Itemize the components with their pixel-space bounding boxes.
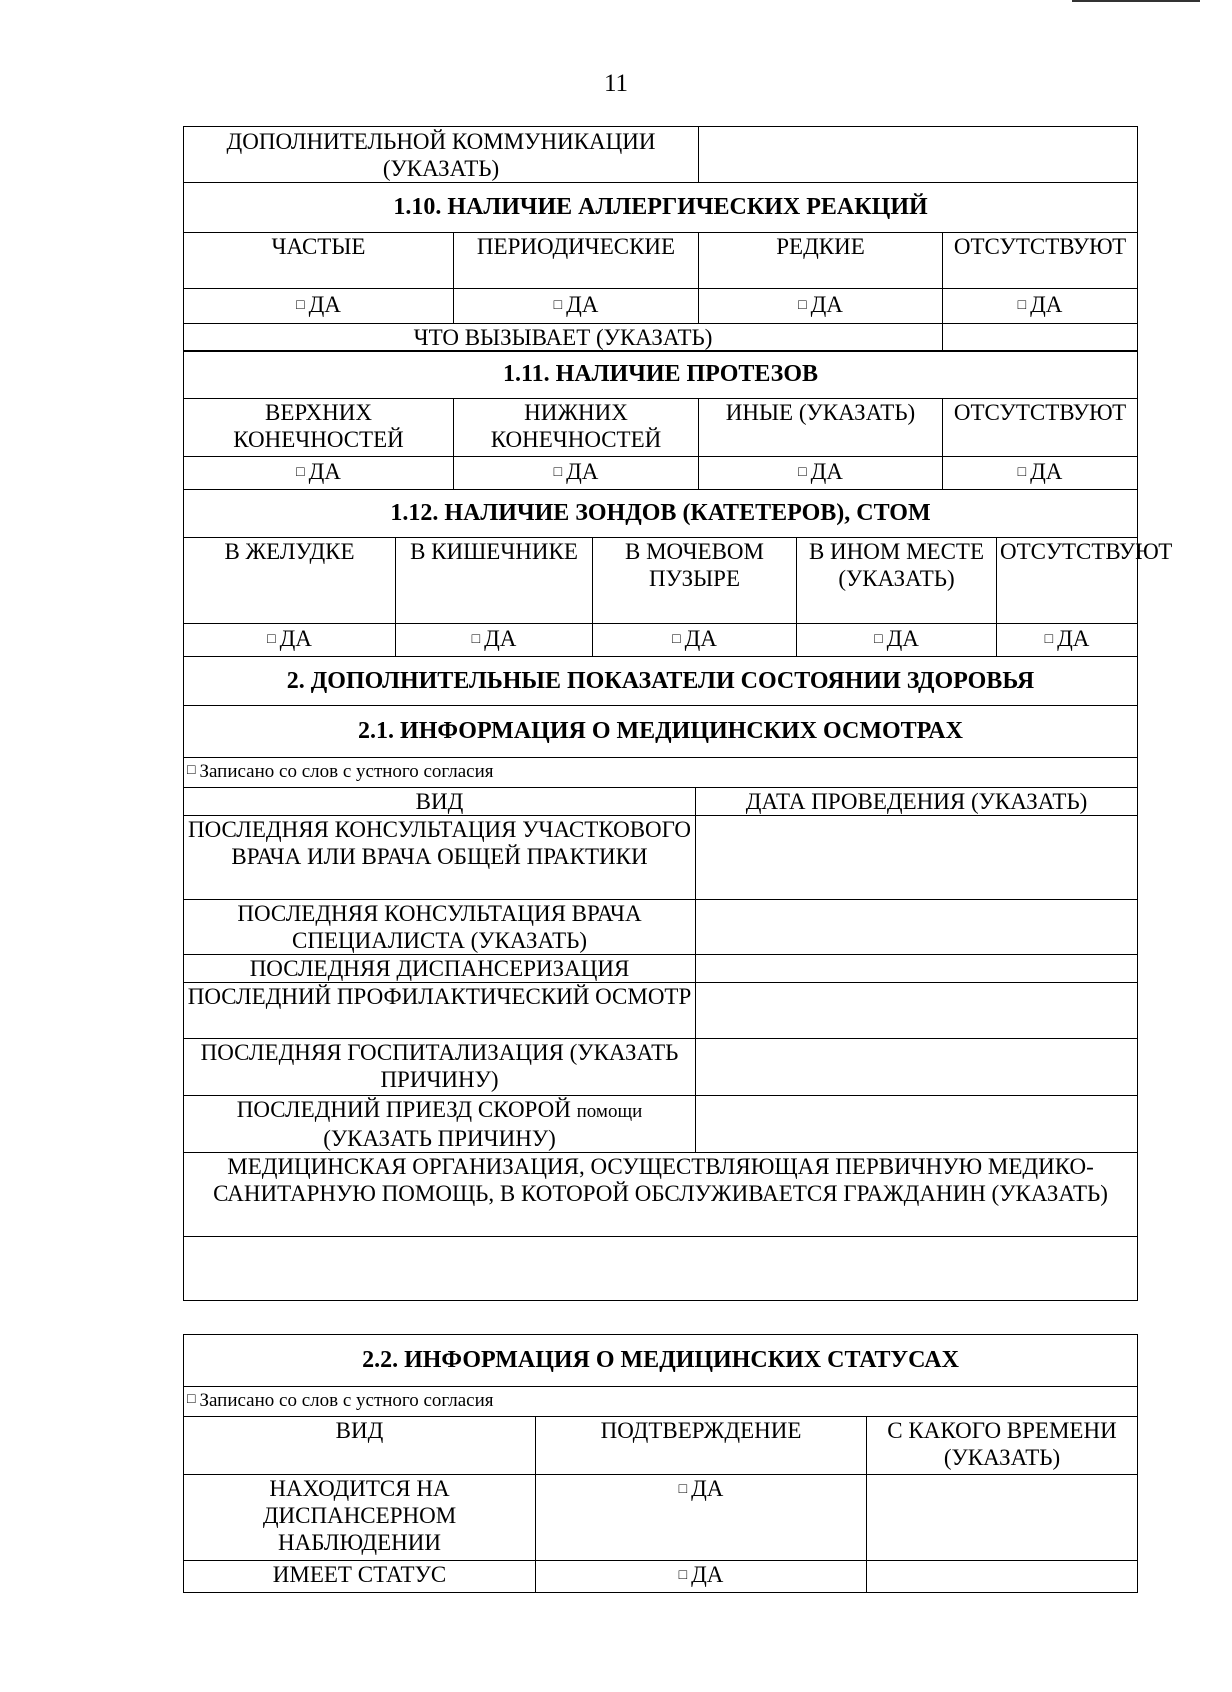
- checkbox-icon: □: [1044, 631, 1054, 647]
- probe-col-bladder: В МОЧЕВОМ ПУЗЫРЕ: [593, 538, 797, 624]
- probe-col-absent: ОТСУТСТВУЮТ: [997, 538, 1138, 624]
- checkbox-icon: □: [553, 297, 563, 313]
- checkbox-icon: □: [672, 631, 681, 647]
- checkbox-icon: □: [553, 464, 563, 480]
- prosthesis-title: 1.11. НАЛИЧИЕ ПРОТЕЗОВ: [184, 351, 1138, 399]
- allergy-yes-periodic[interactable]: □ ДА: [454, 289, 699, 324]
- allergy-yes-rare[interactable]: □ ДА: [699, 289, 943, 324]
- exam-row-dispensary: ПОСЛЕДНЯЯ ДИСПАНСЕРИЗАЦИЯ: [184, 955, 696, 983]
- exam-date-value[interactable]: [696, 1039, 1138, 1096]
- status-col-type: ВИД: [184, 1417, 536, 1475]
- allergy-table: [183, 126, 1138, 352]
- status-row-dispensary: НАХОДИТСЯ НА ДИСПАНСЕРНОМ НАБЛЮДЕНИИ: [184, 1475, 536, 1561]
- probe-yes-bladder[interactable]: □ ДА: [593, 624, 797, 657]
- exam-consent[interactable]: □ Записано со слов с устного согласия: [184, 758, 1138, 788]
- status-since-value[interactable]: [867, 1475, 1138, 1561]
- allergy-col-frequent: ЧАСТЫЕ: [184, 233, 454, 289]
- probe-yes-intestine[interactable]: □ ДА: [396, 624, 593, 657]
- communication-label: ДОПОЛНИТЕЛЬНОЙ КОММУНИКАЦИИ (УКАЗАТЬ): [184, 127, 699, 183]
- status-table: [183, 1334, 1138, 1593]
- exam-title: 2.1. ИНФОРМАЦИЯ О МЕДИЦИНСКИХ ОСМОТРАХ: [184, 706, 1138, 758]
- exam-date-value[interactable]: [696, 900, 1138, 955]
- checkbox-icon: □: [296, 297, 305, 313]
- checkbox-icon: □: [1017, 297, 1027, 313]
- health-title: 2. ДОПОЛНИТЕЛЬНЫЕ ПОКАЗАТЕЛИ СОСТОЯНИИ ЗДОРОВЬЯ: [184, 657, 1138, 706]
- allergy-cause-label: ЧТО ВЫЗЫВАЕТ (УКАЗАТЬ): [184, 324, 943, 352]
- prosthesis-col-lower: НИЖНИХ КОНЕЧНОСТЕЙ: [454, 399, 699, 457]
- status-col-confirm: ПОДТВЕРЖДЕНИЕ: [536, 1417, 867, 1475]
- status-consent[interactable]: □ Записано со слов с устного согласия: [184, 1387, 1138, 1417]
- exam-date-value[interactable]: [696, 816, 1138, 900]
- status-row-has-status: ИМЕЕТ СТАТУС: [184, 1561, 536, 1593]
- probe-title: 1.12. НАЛИЧИЕ ЗОНДОВ (КАТЕТЕРОВ), СТОМ: [184, 490, 1138, 538]
- status-col-since: С КАКОГО ВРЕМЕНИ (УКАЗАТЬ): [867, 1417, 1138, 1475]
- exam-date-value[interactable]: [696, 1096, 1138, 1153]
- probe-table: [183, 489, 1173, 657]
- exam-date-value[interactable]: [696, 955, 1138, 983]
- checkbox-icon: □: [798, 464, 807, 480]
- checkbox-icon: □: [678, 1568, 688, 1583]
- checkbox-icon: □: [874, 631, 883, 647]
- prosthesis-col-upper: ВЕРХНИХ КОНЕЧНОСТЕЙ: [184, 399, 454, 457]
- status-confirm-yes[interactable]: □ ДА: [536, 1561, 867, 1593]
- checkbox-icon: □: [798, 297, 807, 313]
- allergy-title: 1.10. НАЛИЧИЕ АЛЛЕРГИЧЕСКИХ РЕАКЦИЙ: [184, 183, 1138, 233]
- probe-col-other: В ИНОМ МЕСТЕ (УКАЗАТЬ): [797, 538, 997, 624]
- checkbox-icon: □: [471, 631, 481, 647]
- page-number: 11: [603, 70, 629, 97]
- exam-table: [183, 656, 1138, 1301]
- prosthesis-yes-upper[interactable]: □ ДА: [184, 457, 454, 490]
- prosthesis-col-other: ИНЫЕ (УКАЗАТЬ): [699, 399, 943, 457]
- allergy-col-rare: РЕДКИЕ: [699, 233, 943, 289]
- allergy-yes-absent[interactable]: □ ДА: [943, 289, 1138, 324]
- scan-edge-line: [1072, 0, 1200, 2]
- allergy-col-periodic: ПЕРИОДИЧЕСКИЕ: [454, 233, 699, 289]
- probe-col-intestine: В КИШЕЧНИКЕ: [396, 538, 593, 624]
- status-since-value[interactable]: [867, 1561, 1138, 1593]
- communication-value[interactable]: [699, 127, 1138, 183]
- status-confirm-yes[interactable]: □ ДА: [536, 1475, 867, 1561]
- exam-row-ambulance: ПОСЛЕДНИЙ ПРИЕЗД СКОРОЙ помощи (УКАЗАТЬ ПРИЧИНУ): [184, 1096, 696, 1153]
- probe-yes-stomach[interactable]: □ ДА: [184, 624, 396, 657]
- probe-col-stomach: В ЖЕЛУДКЕ: [184, 538, 396, 624]
- organization-label: МЕДИЦИНСКАЯ ОРГАНИЗАЦИЯ, ОСУЩЕСТВЛЯЮЩАЯ ПЕРВИЧНУЮ МЕДИКО-САНИТАРНУЮ ПОМОЩЬ, В КОТОРОЙ ОБСЛУЖИВАЕТСЯ ГРАЖДАНИН (УКАЗАТЬ): [184, 1153, 1138, 1237]
- allergy-col-absent: ОТСУТСТВУЮТ: [943, 233, 1138, 289]
- checkbox-icon: □: [678, 1482, 688, 1497]
- exam-col-date: ДАТА ПРОВЕДЕНИЯ (УКАЗАТЬ): [696, 788, 1138, 816]
- probe-yes-other[interactable]: □ ДА: [797, 624, 997, 657]
- exam-row-hospitalization: ПОСЛЕДНЯЯ ГОСПИТАЛИЗАЦИЯ (УКАЗАТЬ ПРИЧИНУ): [184, 1039, 696, 1096]
- exam-date-value[interactable]: [696, 983, 1138, 1039]
- checkbox-icon: □: [267, 631, 276, 647]
- allergy-yes-frequent[interactable]: □ ДА: [184, 289, 454, 324]
- organization-value[interactable]: [184, 1237, 1138, 1301]
- prosthesis-col-absent: ОТСУТСТВУЮТ: [943, 399, 1138, 457]
- probe-yes-absent[interactable]: □ ДА: [997, 624, 1138, 657]
- prosthesis-yes-lower[interactable]: □ ДА: [454, 457, 699, 490]
- checkbox-icon: □: [1017, 464, 1027, 480]
- checkbox-icon: □: [296, 464, 305, 480]
- prosthesis-table: [183, 350, 1138, 490]
- checkbox-icon: □: [187, 1392, 196, 1407]
- exam-row-local-doctor: ПОСЛЕДНЯЯ КОНСУЛЬТАЦИЯ УЧАСТКОВОГО ВРАЧА ИЛИ ВРАЧА ОБЩЕЙ ПРАКТИКИ: [184, 816, 696, 900]
- status-title: 2.2. ИНФОРМАЦИЯ О МЕДИЦИНСКИХ СТАТУСАХ: [184, 1335, 1138, 1387]
- allergy-cause-value[interactable]: [943, 324, 1138, 352]
- exam-row-preventive: ПОСЛЕДНИЙ ПРОФИЛАКТИЧЕСКИЙ ОСМОТР: [184, 983, 696, 1039]
- exam-col-type: ВИД: [184, 788, 696, 816]
- exam-row-specialist: ПОСЛЕДНЯЯ КОНСУЛЬТАЦИЯ ВРАЧА СПЕЦИАЛИСТА (УКАЗАТЬ): [184, 900, 696, 955]
- prosthesis-yes-absent[interactable]: □ ДА: [943, 457, 1138, 490]
- prosthesis-yes-other[interactable]: □ ДА: [699, 457, 943, 490]
- checkbox-icon: □: [187, 763, 196, 778]
